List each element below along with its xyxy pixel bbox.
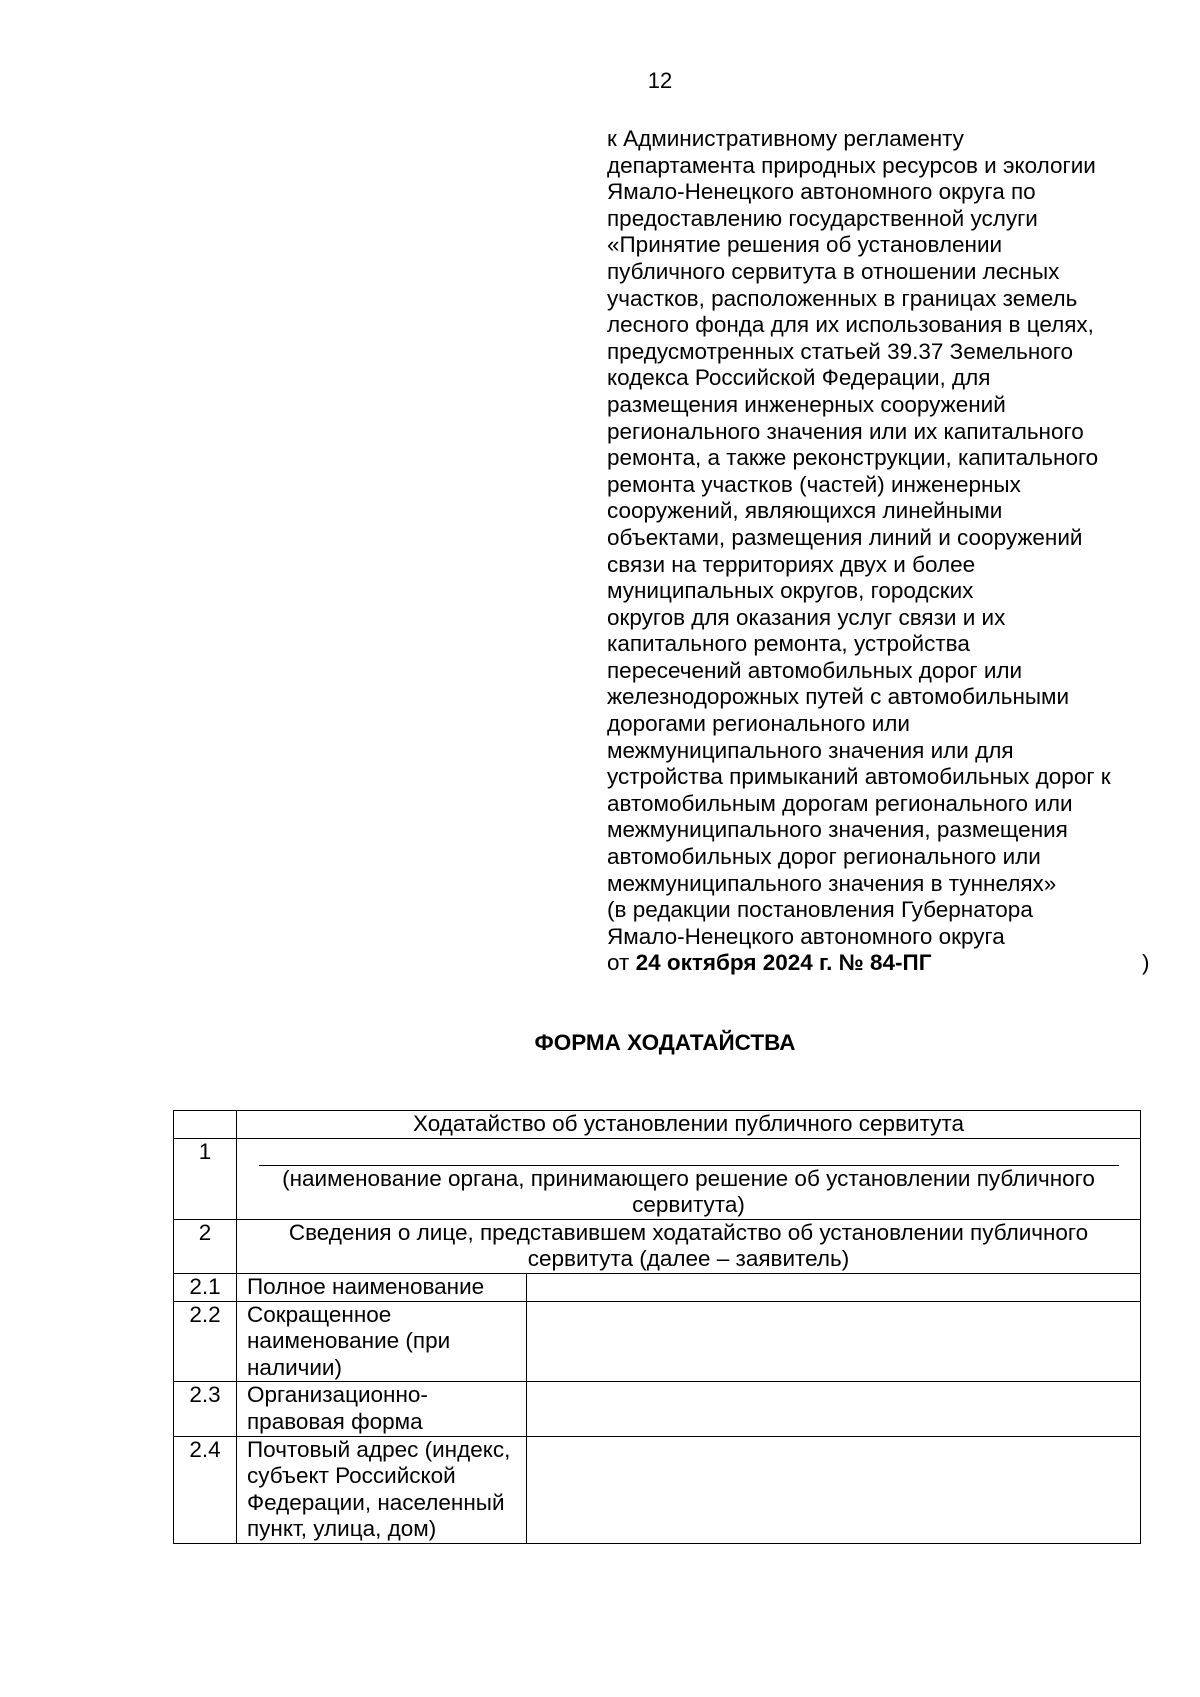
- row-number: 2.3: [174, 1382, 237, 1436]
- row-number: 2.2: [174, 1301, 237, 1382]
- appendix-line: к Административному регламенту: [607, 126, 964, 151]
- appendix-line: железнодорожных путей с автомобильными: [607, 684, 1070, 710]
- appendix-line: объектами, размещения линий и сооружений: [607, 524, 1083, 550]
- row-number: 2.4: [174, 1436, 237, 1543]
- appendix-line: департамента природных ресурсов и экологии: [607, 152, 1096, 178]
- authority-cell[interactable]: [237, 1138, 1141, 1219]
- table-cell: [174, 1111, 237, 1139]
- appendix-line: ремонта, а также реконструкции, капитального: [607, 445, 1099, 471]
- petition-form-table: [173, 1110, 1141, 1544]
- row-number: 2: [174, 1219, 237, 1273]
- row-number: 2.1: [174, 1273, 237, 1301]
- appendix-line: регионального значения или их капитального: [607, 418, 1084, 444]
- authority-blank-line[interactable]: [259, 1139, 1119, 1166]
- table-row: [174, 1219, 1141, 1273]
- field-label: Организационно-правовая форма: [237, 1382, 527, 1436]
- appendix-line: дорогами регионального или: [607, 711, 910, 737]
- appendix-line: межмуниципального значения, размещения: [607, 817, 1068, 843]
- short-name-field[interactable]: [527, 1301, 1141, 1382]
- appendix-line: кодекса Российской Федерации, для: [607, 365, 991, 391]
- field-label: Сокращенное наименование (при наличии): [237, 1301, 527, 1382]
- table-row: [174, 1301, 1141, 1382]
- appendix-date-line: [607, 950, 1167, 977]
- full-name-field[interactable]: [527, 1273, 1141, 1301]
- field-label: Почтовый адрес (индекс, субъект Российской Федерации, населенный пункт, улица, дом): [237, 1436, 527, 1543]
- appendix-line: автомобильных дорог регионального или: [607, 844, 1041, 870]
- appendix-line: сооружений, являющихся линейными: [607, 498, 1003, 524]
- appendix-line: предоставлению государственной услуги: [607, 205, 1038, 231]
- page-number: 12: [647, 68, 673, 93]
- authority-caption: (наименование органа, принимающего решение об установлении публичного сервитута): [282, 1165, 1095, 1218]
- appendix-line: капитального ремонта, устройства: [607, 631, 970, 657]
- appendix-line: межмуниципального значения в туннелях»: [607, 870, 1057, 896]
- appendix-line: межмуниципального значения или для: [607, 737, 1014, 763]
- postal-address-field[interactable]: [527, 1436, 1141, 1543]
- appendix-line: размещения инженерных сооружений: [607, 391, 1006, 417]
- appendix-line: Ямало-Ненецкого автономного округа: [607, 923, 1005, 949]
- form-header: Ходатайство об установлении публичного сервитута: [237, 1111, 1141, 1139]
- row-number: 1: [174, 1138, 237, 1219]
- appendix-line: пересечений автомобильных дорог или: [607, 657, 1023, 683]
- table-row: [174, 1273, 1141, 1301]
- appendix-line: публичного сервитута в отношении лесных: [607, 258, 1060, 284]
- appendix-line: «Принятие решения об установлении: [607, 232, 1003, 258]
- appendix-block: [607, 126, 1167, 977]
- applicant-section-heading: Сведения о лице, представившем ходатайство об установлении публичного сервитута (далее – заявитель): [237, 1219, 1141, 1273]
- appendix-line: ремонта участков (частей) инженерных: [607, 471, 1021, 497]
- date-prefix: от: [607, 950, 630, 976]
- appendix-line: устройства примыканий автомобильных дорог к: [607, 764, 1111, 790]
- table-header-row: [174, 1111, 1141, 1139]
- field-label: Полное наименование: [237, 1273, 527, 1301]
- date-value: 24 октября 2024 г. № 84-ПГ: [635, 950, 932, 976]
- appendix-line: связи на территориях двух и более: [607, 551, 976, 577]
- close-paren: ): [1142, 950, 1150, 976]
- appendix-line: Ямало-Ненецкого автономного округа по: [607, 179, 1036, 205]
- form-title: ФОРМА ХОДАТАЙСТВА: [534, 1030, 796, 1055]
- appendix-line: (в редакции постановления Губернатора: [607, 897, 1033, 923]
- table-row: [174, 1138, 1141, 1219]
- appendix-line: автомобильным дорогам регионального или: [607, 790, 1073, 816]
- table-row: [174, 1382, 1141, 1436]
- appendix-line: участков, расположенных в границах земель: [607, 285, 1078, 311]
- appendix-line: округов для оказания услуг связи и их: [607, 604, 1006, 630]
- appendix-line: лесного фонда для их использования в целях,: [607, 312, 1094, 338]
- appendix-line: муниципальных округов, городских: [607, 578, 974, 604]
- appendix-line: предусмотренных статьей 39.37 Земельного: [607, 338, 1074, 364]
- legal-form-field[interactable]: [527, 1382, 1141, 1436]
- table-row: [174, 1436, 1141, 1543]
